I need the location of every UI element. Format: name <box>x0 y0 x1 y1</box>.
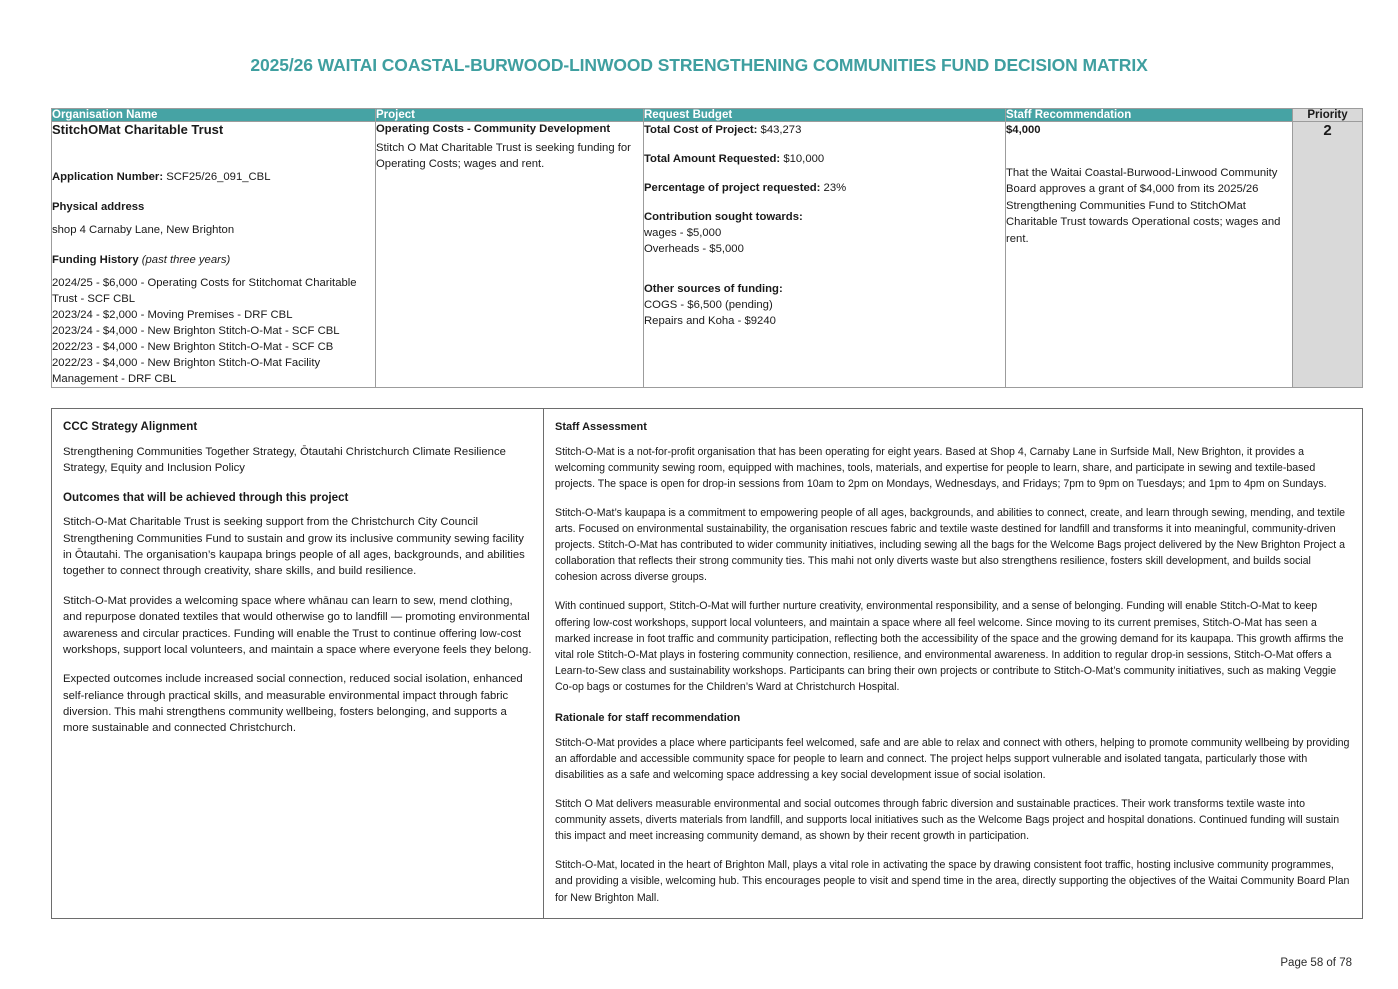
list-item: 2024/25 - $6,000 - Operating Costs for Stitchomat Charitable Trust - SCF CBL <box>52 277 357 306</box>
outcomes-paragraph: Expected outcomes include increased social connection, reduced social isolation, enhanced self-reliance through practical skills, and measurable environmental impact through fabric diversion. This mahi strengthens community wellbeing, fosters belonging, and supports a more sustainable and connected Christchurch. <box>63 673 523 735</box>
staff-assessment-paragraph: Stitch-O-Mat’s kaupapa is a commitment to empowering people of all ages, backgrounds, and abilities to connect, create, and learn through sewing, mending, and textile arts. Focused on environmental sustainability, the organisation rescues fabric and textile waste destined for landfill and transforms it into meaningful, community-driven projects. Stitch-O-Mat has contributed to wider community initiatives, including sewing all the bags for the Welcome Bags project delivered by the New Brighton Project a collaboration that reflects their strong community ties. This mahi not only diverts waste but also strengthens resilience, fosters skill development, and builds social cohesion across diverse groups. <box>555 507 1346 584</box>
column-header-priority: Priority <box>1293 109 1363 122</box>
physical-address-label: Physical address <box>52 200 145 213</box>
rationale-paragraph: Stitch O Mat delivers measurable environmental and social outcomes through fabric diversion and sustainable practices. Their work transforms textile waste into community assets, diverts materials from landfill, and supports local initiatives such as the Welcome Bags project and hospital donations. Continued funding will sustain this impact and meet increasing community demand, as shown by their recent growth in participation. <box>555 798 1340 843</box>
narrative-row <box>52 409 1363 919</box>
total-cost-value: $43,273 <box>760 124 802 136</box>
staff-assessment-paragraph: Stitch-O-Mat is a not-for-profit organisation that has been operating for eight years. Based at Shop 4, Carnaby Lane in Surfside Mall, New Brighton, it provides a welcoming community sewing room, equipped with machines, tools, materials, and expertise for people to learn, share, and participate in sewing and textile-based projects. The space is open for drop-in sessions from 10am to 2pm on Mondays, Wednesdays, and Fridays; 7pm to 9pm on Tuesdays; and 1pm to 4pm on Sundays. <box>555 445 1327 490</box>
cell-priority <box>1293 122 1363 388</box>
column-header-request-budget: Request Budget <box>644 109 1006 122</box>
total-requested-value: $10,000 <box>783 153 825 166</box>
application-number-label: Application Number: <box>52 170 164 183</box>
physical-address-value: shop 4 Carnaby Lane, New Brighton <box>52 223 235 236</box>
total-cost-of-project <box>644 122 1005 138</box>
staff-assessment-heading: Staff Assessment <box>555 421 647 433</box>
table-row <box>52 122 1363 388</box>
cell-request-budget <box>644 122 1006 388</box>
outcomes-paragraph: Stitch-O-Mat provides a welcoming space where whānau can learn to sew, mend clothing, and repurpose donated textiles that would otherwise go to landfill — promoting environmental awareness and circular practices. Funding will enable the Trust to continue offering low-cost workshops, support local volunteers, and maintain a space where everyone feels they belong. <box>63 594 532 656</box>
list-item: COGS - $6,500 (pending) <box>644 299 773 312</box>
list-item: 2022/23 - $4,000 - New Brighton Stitch-O-Mat - SCF CB <box>52 341 334 354</box>
page-footer: Page 58 of 78 <box>1280 957 1352 969</box>
percentage-label: Percentage of project requested: <box>644 182 821 195</box>
cell-project <box>376 122 644 388</box>
rationale-paragraph: Stitch-O-Mat, located in the heart of Brighton Mall, plays a vital role in activating the space by drawing consistent foot traffic, hosting inclusive community programmes, and providing a visible, welcoming hub. This encourages people to visit and spend time in the area, directly supporting the objectives of the Waitai Community Board Plan for New Brighton Mall. <box>555 859 1350 904</box>
recommendation-amount: $4,000 <box>1006 124 1041 136</box>
total-requested-label: Total Amount Requested: <box>644 153 781 166</box>
priority-value: 2 <box>1323 122 1332 139</box>
other-sources-of-funding <box>644 281 1005 329</box>
cell-staff-recommendation <box>1006 122 1293 388</box>
contribution-label: Contribution sought towards: <box>644 211 803 224</box>
funding-history <box>52 252 375 387</box>
total-amount-requested <box>644 151 1005 167</box>
column-header-organisation: Organisation Name <box>52 109 376 122</box>
list-item: Repairs and Koha - $9240 <box>644 315 776 328</box>
percentage-of-project-requested <box>644 180 1005 196</box>
other-sources-label: Other sources of funding: <box>644 283 783 296</box>
ccc-strategy-heading: CCC Strategy Alignment <box>63 420 198 433</box>
column-header-project: Project <box>376 109 644 122</box>
total-cost-label: Total Cost of Project: <box>644 124 758 136</box>
funding-history-note: (past three years) <box>141 253 231 266</box>
application-number-value: SCF25/26_091_CBL <box>166 170 271 183</box>
contribution-items <box>644 225 1005 257</box>
ccc-strategy-alignment-text: Strengthening Communities Together Strategy, Ōtautahi Christchurch Climate Resilience Strategy, Equity and Inclusion Policy <box>63 445 506 475</box>
list-item: 2022/23 - $4,000 - New Brighton Stitch-O-Mat Facility Management - DRF CBL <box>52 357 321 386</box>
other-sources-items <box>644 297 1005 329</box>
matrix-header-row <box>52 109 1363 122</box>
funding-history-label-row <box>52 252 375 268</box>
recommendation-text: That the Waitai Coastal-Burwood-Linwood Community Board approves a grant of $4,000 from its 2025/26 Strengthening Communities Fund to StitchOMat Charitable Trust towards Operational costs; wages and rent. <box>1006 167 1281 245</box>
outcomes-heading: Outcomes that will be achieved through this project <box>63 490 349 504</box>
staff-assessment-paragraph: With continued support, Stitch-O-Mat will further nurture creativity, environmental responsibility, and a sense of belonging. Funding will enable Stitch-O-Mat to keep offering low-cost workshops, support local volunteers, and maintain a space where all feel welcome. Since moving to its current premises, Stitch-O-Mat has seen a marked increase in foot traffic and community participation, reflecting both the accessibility of the space and the growing demand for its kaupapa. This growth affirms the vital role Stitch-O-Mat plays in fostering community connection, resilience, and environmental awareness. In addition to regular drop-in sessions, Stitch-O-Mat offers a Learn-to-Sew class and sustainability workshops. Participants can bring their own projects or contribute to Stitch-O-Mat’s community initiatives, such as making Veggie Co-op bags or costumes for the Children’s Ward at Christchurch Hospital. <box>555 600 1344 693</box>
rationale-heading: Rationale for staff recommendation <box>555 712 741 725</box>
project-description: Stitch O Mat Charitable Trust is seeking funding for Operating Costs; wages and rent. <box>376 142 631 171</box>
column-header-staff-recommendation: Staff Recommendation <box>1006 109 1293 122</box>
narrative-section <box>51 408 1362 919</box>
list-item: Overheads - $5,000 <box>644 243 744 256</box>
decision-matrix <box>51 108 1362 388</box>
outcomes-paragraph: Stitch-O-Mat Charitable Trust is seeking support from the Christchurch City Council Strengthening Communities Fund to sustain and grow its inclusive community sewing facility in Ōtautahi. The organisation’s kaupapa brings people of all ages, backgrounds, and abilities together to connect through creativity, share skills, and build resilience. <box>63 516 525 578</box>
narrative-table <box>51 408 1363 919</box>
cell-ccc-strategy-alignment <box>52 409 544 919</box>
list-item: wages - $5,000 <box>644 227 722 240</box>
cell-staff-assessment <box>544 409 1363 919</box>
funding-history-list <box>52 275 375 387</box>
contribution-sought <box>644 209 1005 257</box>
project-title: Operating Costs - Community Development <box>376 123 611 135</box>
organisation-name: StitchOMat Charitable Trust <box>52 122 224 137</box>
list-item: 2023/24 - $4,000 - New Brighton Stitch-O-Mat - SCF CBL <box>52 325 340 338</box>
page-title: 2025/26 WAITAI COASTAL-BURWOOD-LINWOOD STRENGTHENING COMMUNITIES FUND DECISION MATRIX <box>250 55 1148 75</box>
percentage-value: 23% <box>823 182 847 195</box>
rationale-paragraph: Stitch-O-Mat provides a place where participants feel welcomed, safe and are able to relax and connect with others, helping to promote community wellbeing by providing an affordable and accessible community space for people to learn and connect. The project helps support vulnerable and isolated tangata, particularly those with disabilities as a safe and welcoming space addressing a key social development issue of social isolation. <box>555 736 1350 781</box>
application-number <box>52 169 375 185</box>
physical-address <box>52 199 375 238</box>
list-item: 2023/24 - $2,000 - Moving Premises - DRF CBL <box>52 309 293 322</box>
funding-history-label: Funding History <box>52 253 139 266</box>
cell-organisation <box>52 122 376 388</box>
decision-matrix-table <box>51 108 1363 388</box>
budget-spacer <box>644 257 1005 281</box>
